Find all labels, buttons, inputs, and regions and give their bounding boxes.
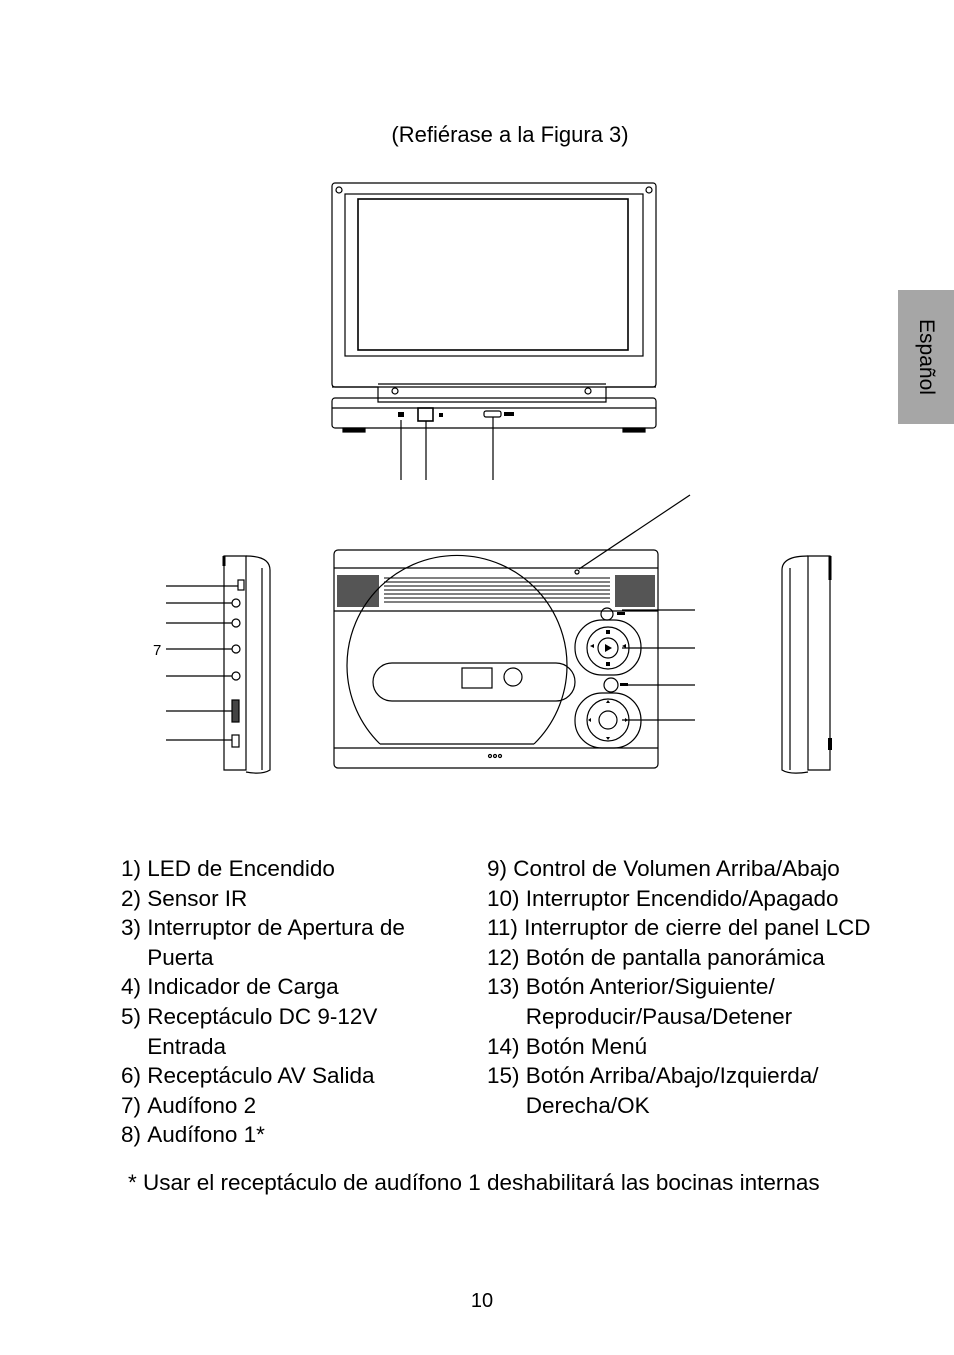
list-item: 7) Audífono 2 <box>121 1092 257 1118</box>
language-tab-label: Español <box>915 319 938 395</box>
list-item: 10) Interruptor Encendido/Apagado <box>487 885 839 911</box>
lcd-bezel <box>345 194 643 356</box>
list-item: 2) Sensor IR <box>121 885 248 911</box>
door-latch-slot <box>373 663 575 701</box>
parts-list-right <box>487 854 887 1120</box>
list-item: 11) Interruptor de cierre del panel LCD <box>487 915 871 941</box>
list-item: 8) Audífono 1* <box>121 1122 265 1148</box>
speaker-grille-left <box>337 575 379 607</box>
callout-label: 7 <box>153 642 162 659</box>
footnote: * Usar el receptáculo de audífono 1 deshabilitará las bocinas internas <box>128 1170 820 1195</box>
parts-list-left <box>121 854 451 1150</box>
list-item: 1) LED de Encendido <box>121 856 335 881</box>
door-open-switch <box>418 408 433 421</box>
page-number: 10 <box>470 1290 494 1312</box>
list-item: 9) Control de Volumen Arriba/Abajo <box>487 856 840 881</box>
front-view <box>332 183 656 480</box>
list-item: 4) Indicador de Carga <box>121 974 339 1000</box>
list-item: 14) Botón Menú <box>487 1033 648 1059</box>
list-item: 5) Receptáculo DC 9-12V Entrada <box>121 1003 378 1059</box>
figure-reference: (Refiérase a la Figura 3) <box>391 122 629 147</box>
list-item: 3) Interruptor de Apertura de Puerta <box>121 915 405 970</box>
left-side-view <box>166 556 270 773</box>
list-item: 6) Receptáculo AV Salida <box>121 1063 375 1089</box>
top-view <box>334 495 695 768</box>
disc-door <box>347 555 567 744</box>
list-item: 13) Botón Anterior/Siguiente/ Reproducir/Pausa/Detener <box>487 974 793 1029</box>
dvd-logo-plate <box>462 668 492 688</box>
speaker-grille-right <box>615 575 655 607</box>
list-item: 12) Botón de pantalla panorámica <box>487 944 825 970</box>
right-side-view <box>782 556 832 773</box>
menu-button <box>604 678 618 692</box>
list-item: 15) Botón Arriba/Abajo/Izquierda/ Derecha/OK <box>487 1063 819 1118</box>
widescreen-button <box>601 608 613 620</box>
base-top <box>334 550 658 768</box>
lcd-screen <box>358 199 628 350</box>
